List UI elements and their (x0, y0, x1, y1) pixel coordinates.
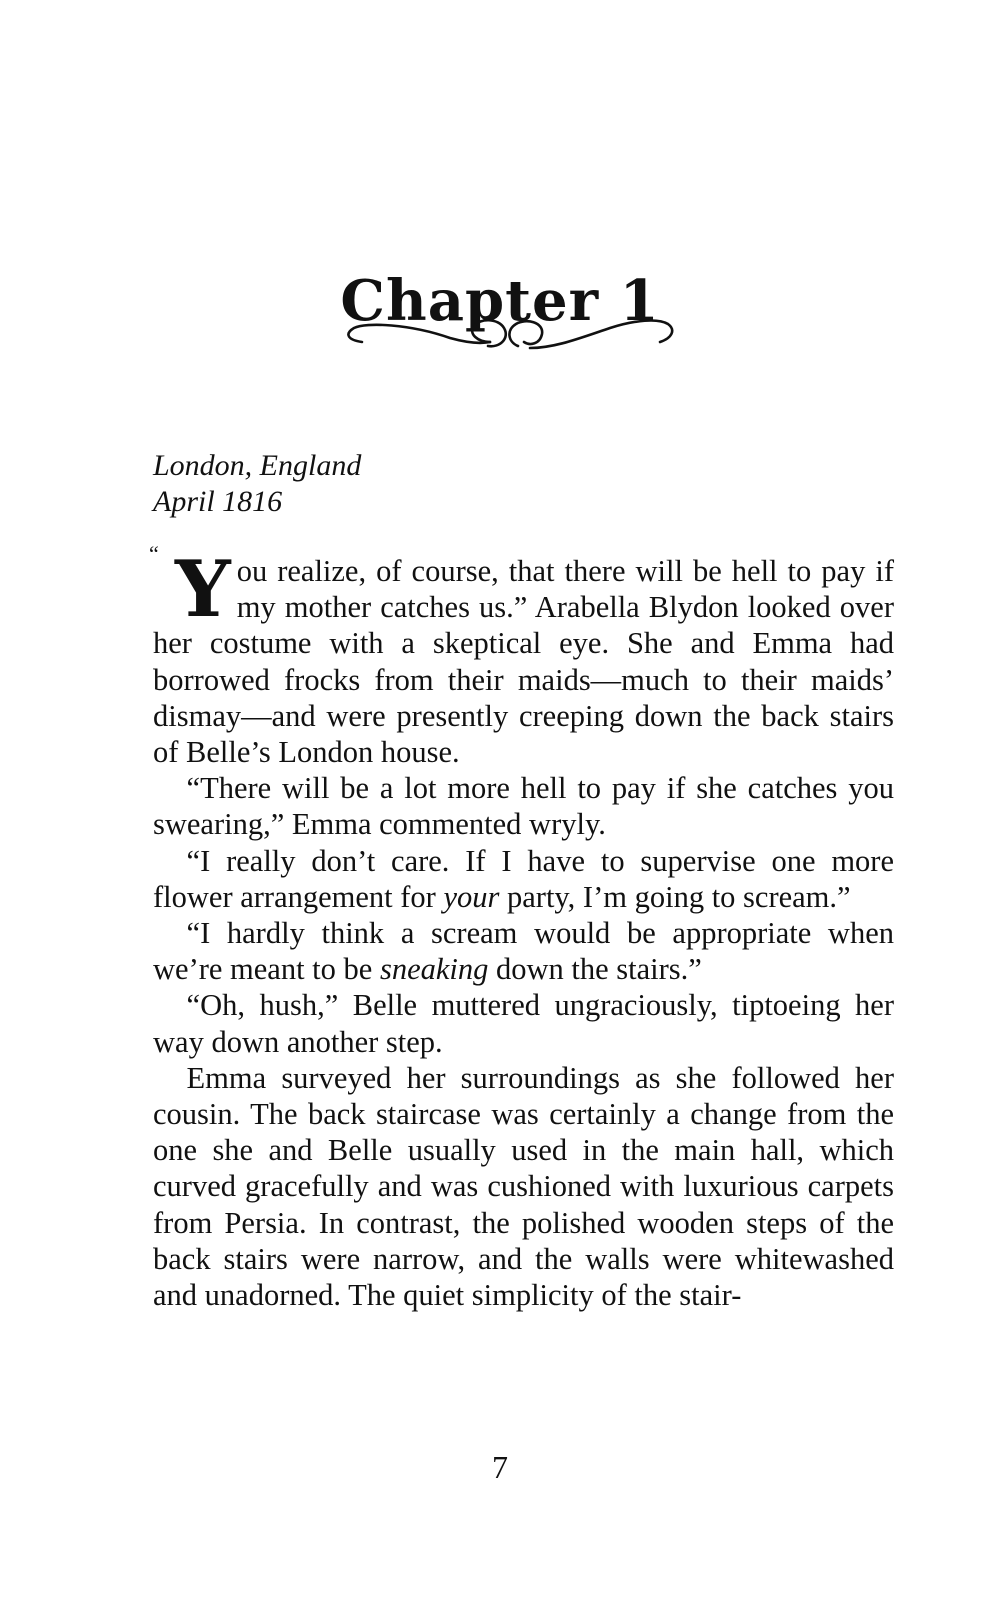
dateline-date: April 1816 (153, 485, 283, 518)
paragraph-6: Emma surveyed her surroundings as she followed her cousin. The back staircase was certainly a change from the one she and Belle usually used in the main hall, which curved gracefully and was cushioned with luxurious carpets from Persia. In contrast, the polished wooden steps of the back stairs were narrow, and the walls were whitewashed and unadorned. The quiet simplicity of the stair- (153, 1060, 894, 1313)
paragraph-1 (149, 541, 894, 770)
paragraph-4-emphasis: sneaking (379, 952, 489, 987)
paragraph-1-text: ou realize, of course, that there will be hell to pay if my mother catches us.” Arabella Blydon looked over her costume with a skeptical eye. She and Emma had borrowed frocks from their maids—much to their maids’ dismay—and were presently creeping down the back stairs of Belle’s London house. (153, 554, 894, 770)
drop-cap: Y (175, 544, 231, 635)
paragraph-4 (153, 915, 894, 987)
dateline-place: London, England (153, 449, 362, 482)
paragraph-2: “There will be a lot more hell to pay if she catches you swearing,” Emma commented wryly. (153, 771, 894, 842)
paragraph-3-emphasis: your (443, 879, 500, 914)
flourish-ornament (340, 312, 680, 362)
paragraph-3 (153, 843, 894, 915)
chapter-title: Chapter 1 (340, 267, 660, 334)
paragraph-4-before: “I hardly think a scream would be appropriate when we’re meant to be (153, 916, 894, 987)
paragraph-5: “Oh, hush,” Belle muttered ungraciously, tiptoeing her way down another step. (153, 988, 894, 1059)
paragraph-3-before: “I really don’t care. If I have to supervise one more flower arrangement for (153, 843, 894, 914)
opening-quote-mark: “ (149, 541, 159, 566)
paragraph-4-after: down the stairs.” (488, 952, 702, 987)
page-number: 7 (492, 1449, 508, 1485)
dateline (153, 448, 361, 520)
body-text (149, 541, 894, 1313)
paragraph-3-after: party, I’m going to scream.” (499, 879, 851, 914)
